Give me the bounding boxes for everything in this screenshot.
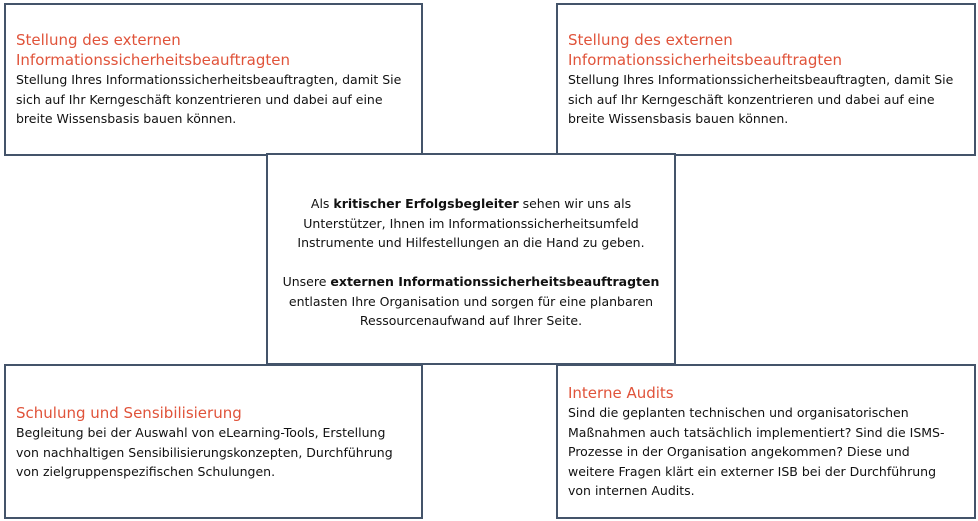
box-description (16, 70, 411, 129)
title-line: Interne Audits (568, 384, 674, 402)
text-line: Unterstützer, Ihnen im Informationssicherheitsumfeld (303, 215, 639, 231)
box-internal-audits (556, 364, 976, 519)
box-description (16, 423, 411, 482)
title-line: Schulung und Sensibilisierung (16, 404, 242, 422)
highlight-text: externen Informationssicherheitsbeauftragten (330, 274, 660, 289)
text-line (276, 194, 666, 214)
box-title (16, 30, 411, 70)
text-span: Als (310, 196, 334, 211)
title-line: Informationssicherheitsbeauftragten (16, 51, 290, 69)
text-span: Unsere (282, 274, 331, 289)
text-line: Begleitung bei der Auswahl von eLearning-Tools, Erstellung (16, 425, 386, 440)
text-line: Instrumente und Hilfestellungen an die Hand zu geben. (297, 235, 645, 250)
box-description (568, 403, 964, 501)
text-line: Prozesse in der Organisation angekommen? Diese und (568, 444, 910, 459)
text-span: sehen wir uns als (518, 196, 632, 211)
text-line: Sind die geplanten technischen und organisatorischen (568, 405, 909, 420)
box-title (568, 30, 964, 70)
highlight-text: kritischer Erfolgsbegleiter (333, 196, 519, 211)
title-line: Stellung des externen (568, 31, 733, 49)
summary-paragraph-2 (276, 272, 666, 331)
summary-paragraph-1 (276, 194, 666, 253)
box-external-isb-left (4, 3, 423, 156)
box-training-awareness (4, 364, 423, 519)
text-line: breite Wissensbasis bauen können. (568, 111, 789, 126)
text-line: Ressourcenaufwand auf Ihrer Seite. (359, 313, 583, 328)
text-line: Stellung Ihres Informationssicherheitsbeauftragten, damit Sie (16, 72, 402, 87)
box-external-isb-right (556, 3, 976, 156)
box-center-summary (266, 153, 676, 365)
text-line: von internen Audits. (568, 483, 695, 498)
box-title (16, 403, 411, 423)
title-line: Stellung des externen (16, 31, 181, 49)
text-line (276, 272, 666, 292)
text-line: von nachhaltigen Sensibilisierungskonzepten, Durchführung (16, 444, 393, 460)
title-line: Informationssicherheitsbeauftragten (568, 51, 842, 69)
text-line: von zielgruppenspezifischen Schulungen. (16, 464, 276, 479)
text-line: Maßnahmen auch tatsächlich implementiert? Sind die ISMS- (568, 424, 945, 440)
text-line: weitere Fragen klärt ein externer ISB bei der Durchführung (568, 463, 937, 479)
text-line: sich auf Ihr Kerngeschäft konzentrieren und dabei auf eine (568, 91, 935, 107)
text-line: entlasten Ihre Organisation und sorgen für eine planbaren (288, 293, 654, 309)
text-line: breite Wissensbasis bauen können. (16, 111, 237, 126)
text-line: sich auf Ihr Kerngeschäft konzentrieren und dabei auf eine (16, 91, 383, 107)
text-line: Stellung Ihres Informationssicherheitsbeauftragten, damit Sie (568, 72, 954, 87)
box-title (568, 383, 964, 403)
box-description (568, 70, 964, 129)
